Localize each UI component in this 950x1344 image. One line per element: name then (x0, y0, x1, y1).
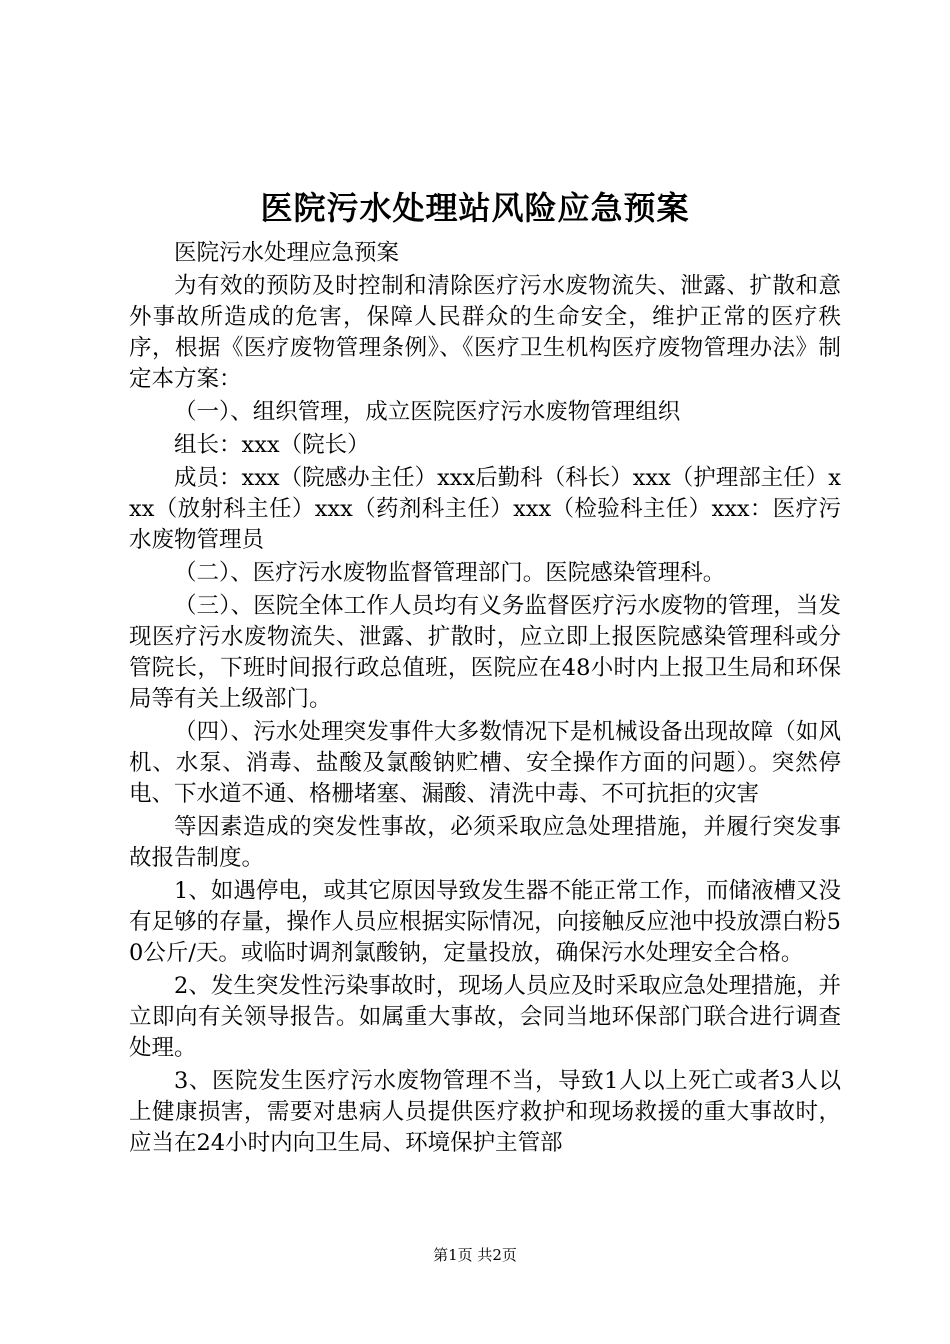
paragraph: （二）、医疗污水废物监督管理部门。医院感染管理科。 (174, 560, 726, 586)
paragraph: （一）、组织管理，成立医院医疗污水废物管理组织 (174, 399, 681, 425)
document-title: 医院污水处理站风险应急预案 (260, 189, 690, 227)
paragraph: 等因素造成的突发性事故，必须采取应急处理措施，并履行突发事故报告制度。 (129, 814, 841, 871)
paragraph: 1、如遇停电，或其它原因导致发生器不能正常工作，而储液槽又没有足够的存量，操作人员应根据实际情况，向接触反应池中投放漂白粉50公斤/天。或临时调剂氯酸钠，定量投放，确保污水处理安全合格。 (129, 878, 841, 966)
paragraph: 2、发生突发性污染事故时，现场人员应及时采取应急处理措施，并立即向有关领导报告。如属重大事故，会同当地环保部门联合进行调查处理。 (129, 973, 841, 1061)
paragraph: 医院污水处理应急预案 (174, 240, 400, 266)
paragraph: 3、医院发生医疗污水废物管理不当，导致1人以上死亡或者3人以上健康损害，需要对患病人员提供医疗救护和现场救援的重大事故时，应当在24小时内向卫生局、环境保护主管部 (129, 1068, 841, 1156)
paragraph: 成员：xxx（院感办主任）xxx后勤科（科长）xxx（护理部主任）xxx（放射科主任）xxx（药剂科主任）xxx（检验科主任）xxx：医疗污水废物管理员 (129, 465, 841, 553)
paragraph: （四）、污水处理突发事件大多数情况下是机械设备出现故障（如风机、水泵、消毒、盐酸及氯酸钠贮槽、安全操作方面的问题）。突然停电、下水道不通、格栅堵塞、漏酸、清洗中毒、不可抗拒的灾害 (129, 719, 841, 807)
paragraph: （三）、医院全体工作人员均有义务监督医疗污水废物的管理，当发现医疗污水废物流失、泄露、扩散时，应立即上报医院感染管理科或分管院长，下班时间报行政总值班，医院应在48小时内上报卫生局和环保局等有关上级部门。 (129, 593, 841, 712)
document-body (129, 238, 841, 1161)
page-footer: 第1页 共2页 (433, 1246, 517, 1264)
paragraph: 组长：xxx（院长） (174, 432, 370, 458)
paragraph: 为有效的预防及时控制和清除医疗污水废物流失、泄露、扩散和意外事故所造成的危害，保障人民群众的生命安全，维护正常的医疗秩序，根据《医疗废物管理条例》、《医疗卫生机构医疗废物管理办法》制定本方案： (129, 273, 841, 392)
